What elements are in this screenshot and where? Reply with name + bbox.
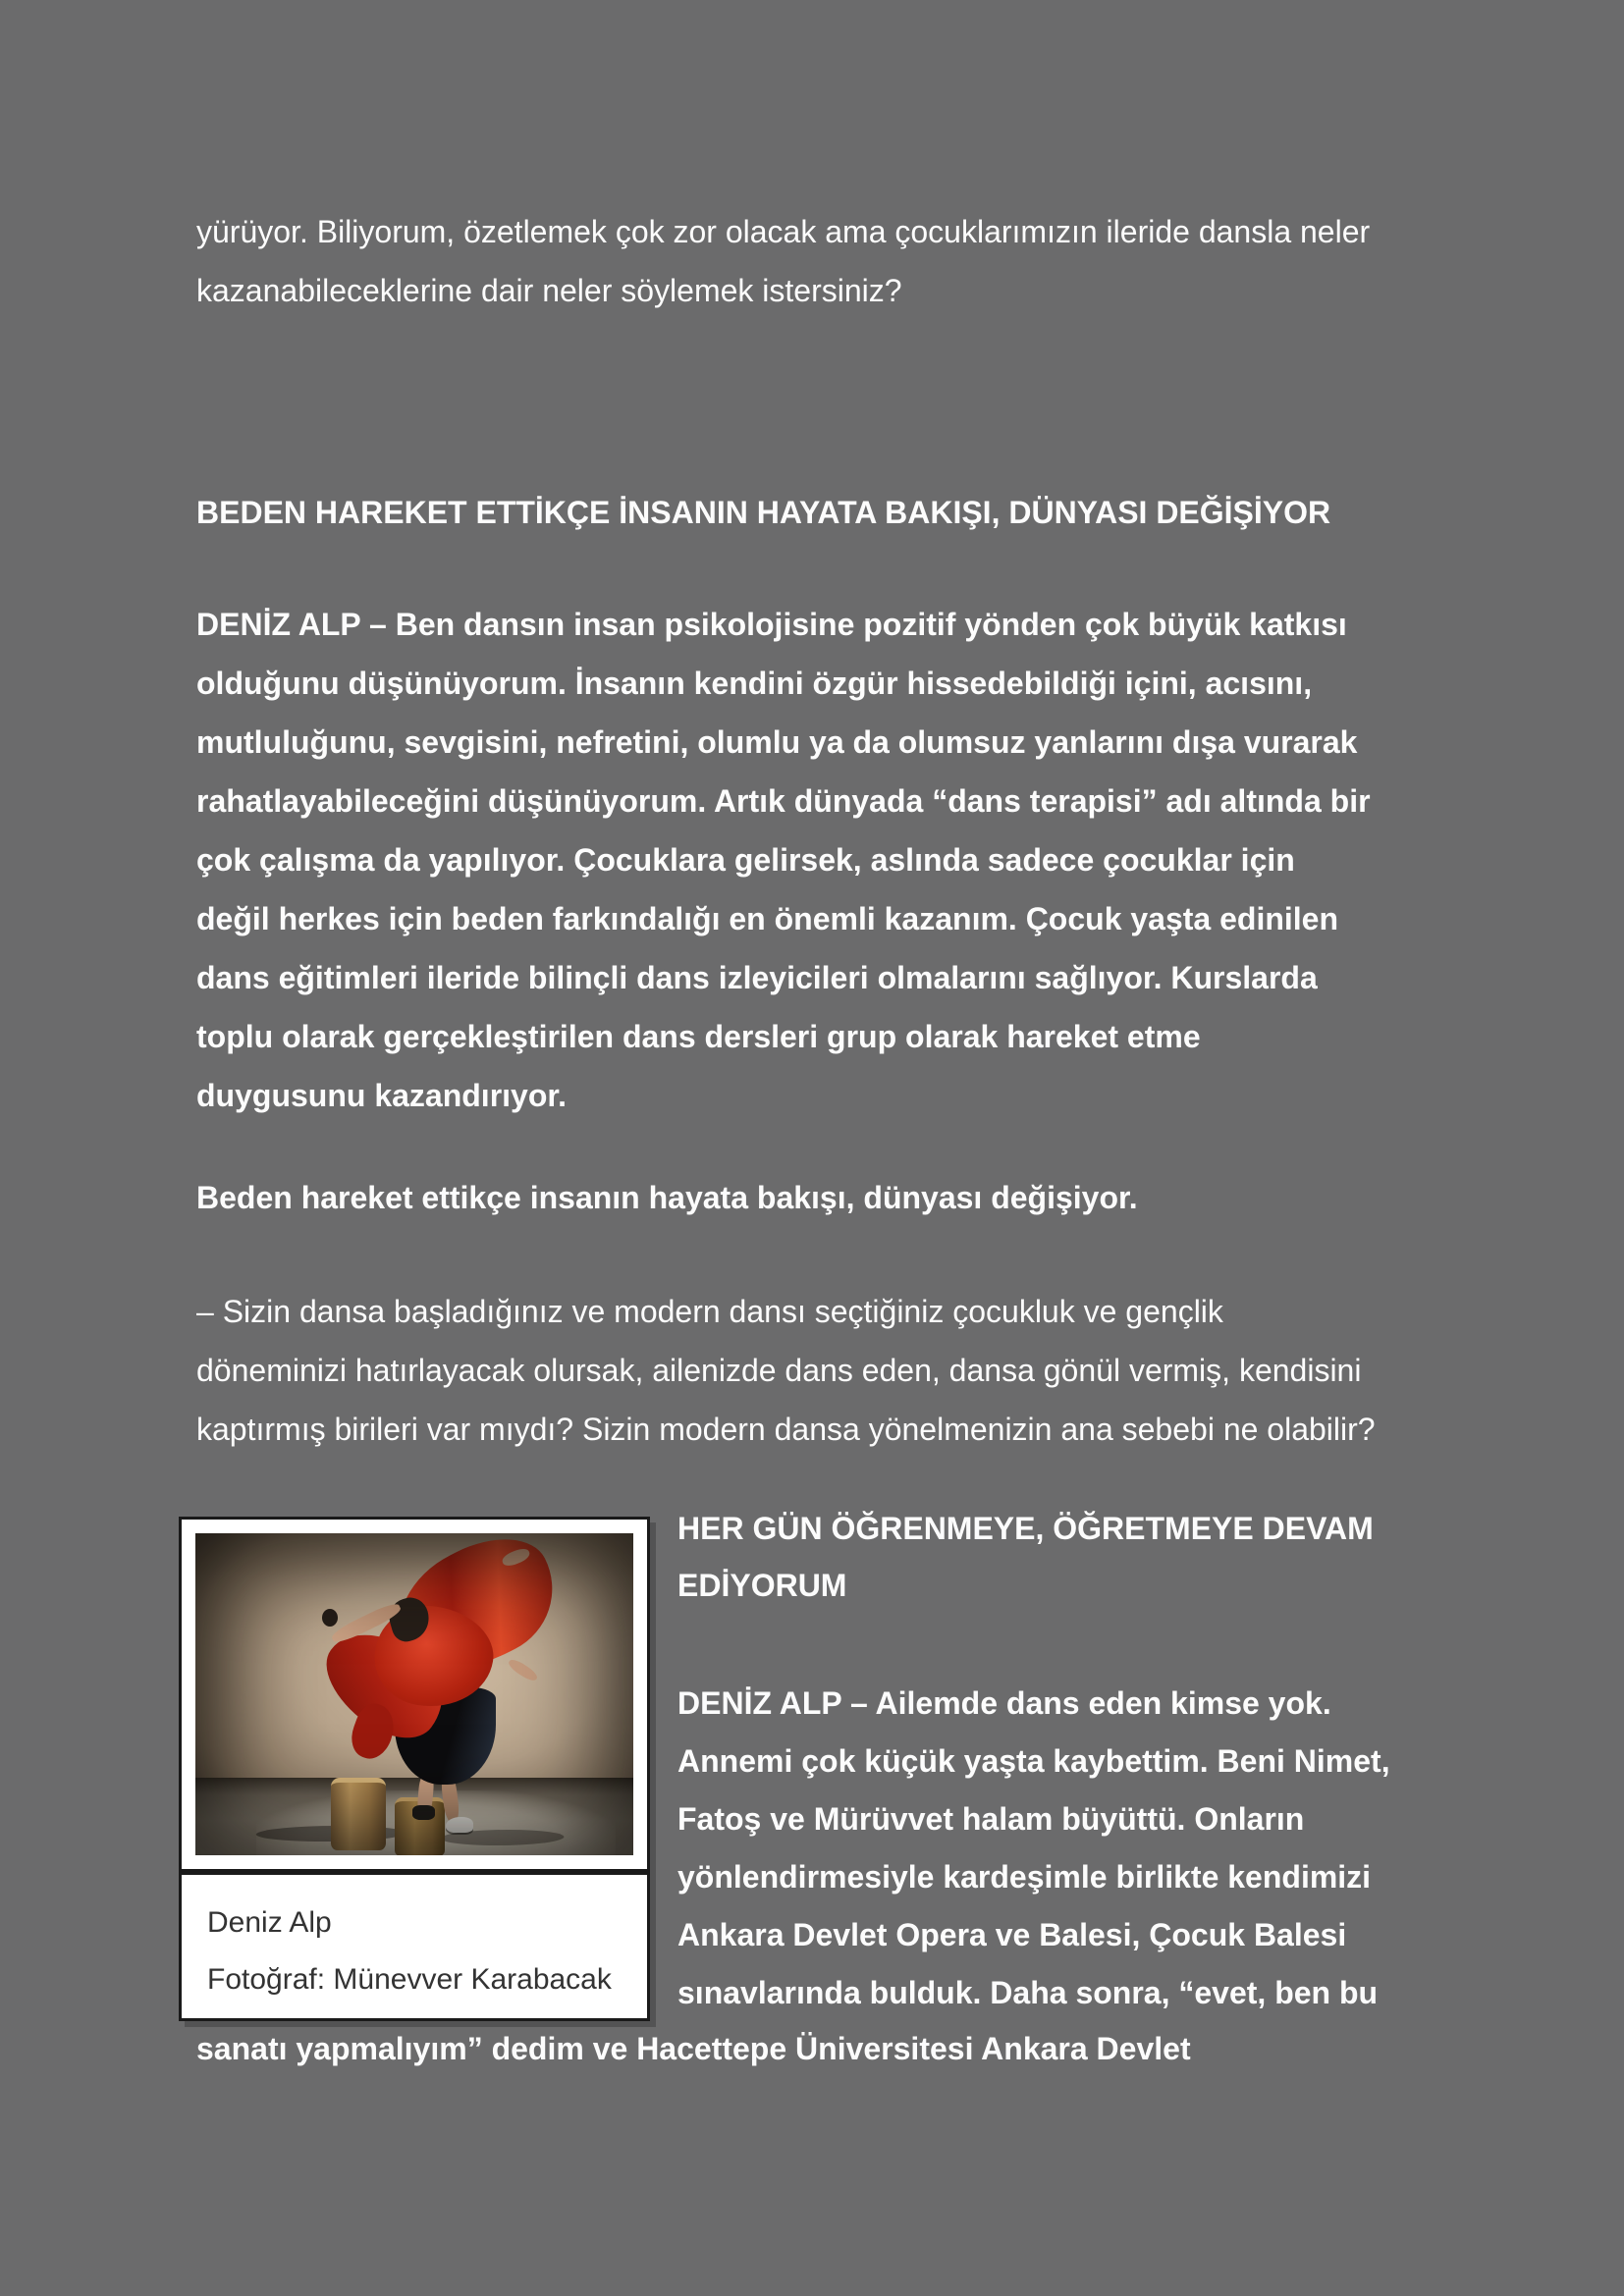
section2-answer-paragraph: DENİZ ALP – Ailemde dans eden kimse yok. Annemi çok küçük yaşta kaybettim. Beni Nimet, Fatoş ve Mürüvvet halam büyüttü. Onların yönlendirmesiyle kardeşimle birlikte kendimizi Ankara Devlet Opera ve Balesi, Çocuk Balesi sınavlarında bulduk. Daha sonra, “evet, ben bu	[677, 1685, 1390, 2010]
caption-name: Deniz Alp	[207, 1906, 332, 1939]
interview-question-paragraph: – Sizin dansa başladığınız ve modern dansı seçtiğiniz çocukluk ve gençlik döneminizi hatırlayacak olursak, ailenizde dans eden, dansa gönül vermiş, kendisini kaptırmış birileri var mıydı? Sizin modern dansa yönelmenizin ana sebebi ne olabilir?	[196, 1294, 1376, 1447]
photo-vignette	[195, 1533, 633, 1855]
section1-heading: BEDEN HAREKET ETTİKÇE İNSANIN HAYATA BAKIŞI, DÜNYASI DEĞİŞİYOR	[196, 495, 1331, 530]
section2-answer-continuation: sanatı yapmalıyım” dedim ve Hacettepe Üniversitesi Ankara Devlet	[196, 2031, 1191, 2066]
pullquote-line: Beden hareket ettikçe insanın hayata bakışı, dünyası değişiyor.	[196, 1180, 1138, 1215]
section2-heading: HER GÜN ÖĞRENMEYE, ÖĞRETMEYE DEVAM EDİYORUM	[677, 1511, 1374, 1603]
photo-caption	[179, 1872, 650, 2021]
photo-frame	[179, 1517, 650, 1872]
intro-paragraph: yürüyor. Biliyorum, özetlemek çok zor olacak ama çocuklarımızın ileride dansla neler kazanabileceklerine dair neler söylemek istersiniz?	[196, 214, 1371, 308]
section1-answer-paragraph: DENİZ ALP – Ben dansın insan psikolojisine pozitif yönden çok büyük katkısı olduğunu düşünüyorum. İnsanın kendini özgür hissedebildiği içini, acısını, mutluluğunu, sevgisini, nefretini, olumlu ya da olumsuz yanlarını dışa vurarak rahatlayabileceğini düşünüyorum. Artık dünyada “dans terapisi” adı altında bir çok çalışma da yapılıyor. Çocuklara gelirsek, aslında sadece çocuklar için değil herkes için beden farkındalığı en önemli kazanım. Çocuk yaşta edinilen dans eğitimleri ileride bilinçli dans izleyicileri olmalarını sağlıyor. Kurslarda toplu olarak gerçekleştirilen dans dersleri grup olarak hareket etme duygusunu kazandırıyor.	[196, 607, 1371, 1113]
dancer-photo	[195, 1533, 633, 1855]
caption-credit: Fotoğraf: Münevver Karabacak	[207, 1963, 612, 1996]
